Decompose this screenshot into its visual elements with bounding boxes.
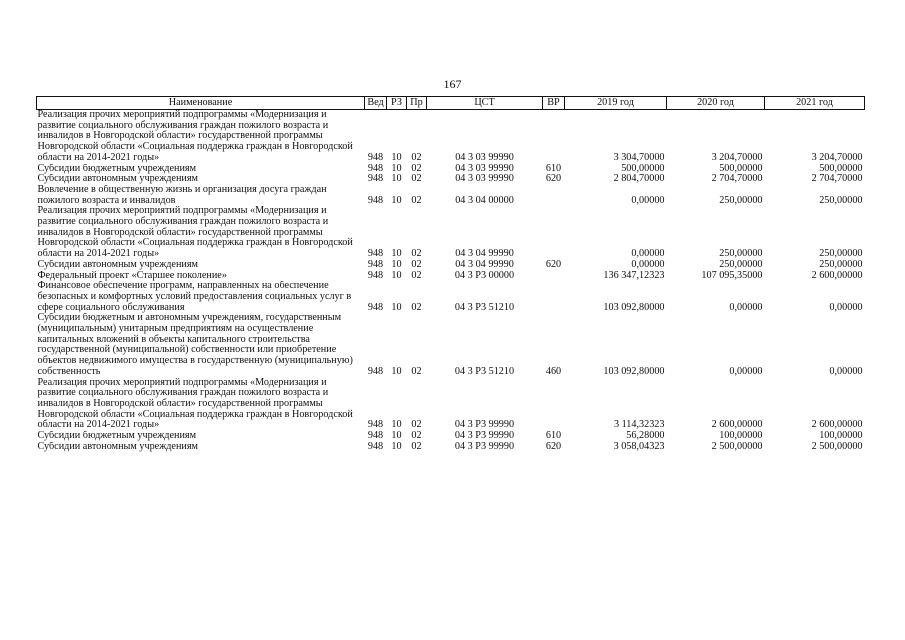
cell-pr: 02 xyxy=(411,431,422,442)
cell-cst: 04 3 P3 00000 xyxy=(454,270,515,281)
cell-pr: 02 xyxy=(411,163,422,174)
cell-2021: 0,00000 xyxy=(829,301,863,313)
cell-2020: 250,00000 xyxy=(719,248,763,260)
cell-ved: 948 xyxy=(367,441,384,452)
cell-rz: 10 xyxy=(391,194,402,206)
cell-rz: 10 xyxy=(391,163,402,174)
cell-vr xyxy=(543,185,565,206)
cell-pr: 02 xyxy=(411,301,422,313)
cell-cst: 04 3 P3 51210 xyxy=(454,365,515,377)
cell-2019: 500,00000 xyxy=(621,163,665,174)
cell-ved: 948 xyxy=(367,163,384,174)
table-row xyxy=(37,206,865,260)
cell-2019: 56,28000 xyxy=(626,431,665,442)
cell-2019: 0,00000 xyxy=(631,259,665,270)
header-name: Наименование xyxy=(37,97,365,110)
cell-ved: 948 xyxy=(367,248,384,260)
cell-name: Федеральный проект «Старшее поколение» xyxy=(37,270,227,281)
cell-2021: 500,00000 xyxy=(819,163,863,174)
cell-2021: 2 500,00000 xyxy=(811,441,863,452)
cell-pr: 02 xyxy=(411,151,422,163)
table-row xyxy=(37,164,865,175)
cell-2020: 0,00000 xyxy=(729,301,763,313)
cell-cst: 04 3 04 99990 xyxy=(455,248,514,260)
table-body xyxy=(37,110,865,453)
cell-cst: 04 3 P3 99990 xyxy=(454,441,515,452)
table-row xyxy=(37,431,865,442)
table-header xyxy=(37,97,865,110)
cell-ved: 948 xyxy=(367,365,384,377)
cell-ved: 948 xyxy=(367,194,384,206)
table-row xyxy=(37,271,865,282)
cell-cst: 04 3 P3 51210 xyxy=(454,301,515,313)
cell-rz: 10 xyxy=(391,441,402,452)
cell-cst: 04 3 03 99990 xyxy=(455,174,514,185)
cell-cst: 04 3 03 99990 xyxy=(455,151,514,163)
cell-ved: 948 xyxy=(367,174,384,185)
budget-table xyxy=(36,96,865,453)
cell-2020: 2 600,00000 xyxy=(711,419,763,431)
cell-pr: 02 xyxy=(411,259,422,270)
cell-name: Реализация прочих мероприятий подпрограммы «Модернизация и развитие социального обслуживания граждан пожилого возраста и инвалидов в Новгородской области» государственной программы Новгородской области «Социальная поддержка граждан в Новгородской области на 2014-2021 годы» xyxy=(37,206,353,260)
cell-ved: 948 xyxy=(367,301,384,313)
cell-vr xyxy=(543,110,565,164)
header-ved: Вед xyxy=(365,97,387,110)
cell-vr: 610 xyxy=(545,163,562,174)
cell-2021: 3 204,70000 xyxy=(811,151,863,163)
table-row xyxy=(37,378,865,432)
cell-2019: 2 804,70000 xyxy=(613,174,665,185)
table-row xyxy=(37,185,865,206)
cell-cst: 04 3 P3 99990 xyxy=(454,431,515,442)
cell-rz: 10 xyxy=(391,174,402,185)
table-row xyxy=(37,313,865,377)
header-2020: 2020 год xyxy=(667,97,765,110)
cell-2019: 103 092,80000 xyxy=(603,301,665,313)
table-row xyxy=(37,174,865,185)
cell-2020: 2 500,00000 xyxy=(711,441,763,452)
table-row xyxy=(37,260,865,271)
cell-rz: 10 xyxy=(391,365,402,377)
cell-name: Субсидии автономным учреждениям xyxy=(37,259,198,270)
cell-pr: 02 xyxy=(411,365,422,377)
cell-vr: 460 xyxy=(545,365,562,377)
cell-2019: 0,00000 xyxy=(631,194,665,206)
table-row xyxy=(37,442,865,453)
cell-2019: 3 304,70000 xyxy=(613,151,665,163)
cell-name: Финансовое обеспечение программ, направленных на обеспечение безопасных и комфортных условий предоставления социальных услуг в сфере социального обслуживания xyxy=(37,281,352,313)
cell-cst: 04 3 03 99990 xyxy=(455,163,514,174)
header-rz: РЗ xyxy=(387,97,407,110)
cell-cst: 04 3 P3 99990 xyxy=(454,419,515,431)
cell-2021: 100,00000 xyxy=(819,431,863,442)
cell-2020: 250,00000 xyxy=(719,259,763,270)
cell-pr: 02 xyxy=(411,248,422,260)
cell-rz: 10 xyxy=(391,151,402,163)
cell-name: Субсидии бюджетным учреждениям xyxy=(37,163,197,174)
page-number: 167 xyxy=(443,77,462,91)
cell-2020: 3 204,70000 xyxy=(711,151,763,163)
cell-2019: 3 058,04323 xyxy=(613,441,665,452)
cell-pr: 02 xyxy=(411,419,422,431)
cell-vr xyxy=(543,206,565,260)
cell-2021: 0,00000 xyxy=(829,365,863,377)
cell-cst: 04 3 04 99990 xyxy=(455,259,514,270)
table-row xyxy=(37,281,865,313)
cell-name: Субсидии автономным учреждениям xyxy=(37,174,198,185)
cell-rz: 10 xyxy=(391,270,402,281)
cell-pr: 02 xyxy=(411,270,422,281)
header-2019: 2019 год xyxy=(565,97,667,110)
cell-2019: 3 114,32323 xyxy=(613,419,665,431)
cell-cst: 04 3 04 00000 xyxy=(455,194,514,206)
cell-pr: 02 xyxy=(411,194,422,206)
cell-2021: 250,00000 xyxy=(819,259,863,270)
cell-pr: 02 xyxy=(411,174,422,185)
cell-2021: 2 600,00000 xyxy=(811,270,863,281)
cell-ved: 948 xyxy=(367,419,384,431)
cell-pr: 02 xyxy=(411,441,422,452)
cell-rz: 10 xyxy=(391,259,402,270)
cell-name: Субсидии автономным учреждениям xyxy=(37,441,198,452)
cell-ved: 948 xyxy=(367,431,384,442)
cell-2019: 0,00000 xyxy=(631,248,665,260)
cell-2019: 136 347,12323 xyxy=(603,270,665,281)
cell-rz: 10 xyxy=(391,431,402,442)
cell-2021: 250,00000 xyxy=(819,248,863,260)
cell-vr: 620 xyxy=(545,441,562,452)
cell-name: Реализация прочих мероприятий подпрограммы «Модернизация и развитие социального обслуживания граждан пожилого возраста и инвалидов в Новгородской области» государственной программы Новгородской области «Социальная поддержка граждан в Новгородской области на 2014-2021 годы» xyxy=(37,377,353,431)
cell-2020: 0,00000 xyxy=(729,365,763,377)
cell-vr: 620 xyxy=(545,259,562,270)
cell-2020: 2 704,70000 xyxy=(711,174,763,185)
header-row xyxy=(37,97,865,110)
table-row xyxy=(37,110,865,164)
cell-rz: 10 xyxy=(391,301,402,313)
header-vr: ВР xyxy=(543,97,565,110)
cell-2019: 103 092,80000 xyxy=(603,365,665,377)
cell-2020: 250,00000 xyxy=(719,194,763,206)
cell-name: Реализация прочих мероприятий подпрограммы «Модернизация и развитие социального обслуживания граждан пожилого возраста и инвалидов в Новгородской области» государственной программы Новгородской области «Социальная поддержка граждан в Новгородской области на 2014-2021 годы» xyxy=(37,109,353,163)
cell-vr: 610 xyxy=(545,431,562,442)
cell-name: Субсидии бюджетным и автономным учреждениям, государственным (муниципальным) унитарным предприятиям на осуществление капитальных вложений в объекты капитального строительства государственной (муниципальной) собственности или приобретение объектов недвижимого имущества в государственную (муниципальную) собственность xyxy=(37,313,353,377)
cell-2020: 100,00000 xyxy=(719,431,763,442)
cell-name: Субсидии бюджетным учреждениям xyxy=(37,431,197,442)
cell-ved: 948 xyxy=(367,259,384,270)
cell-ved: 948 xyxy=(367,151,384,163)
header-cst: ЦСТ xyxy=(427,97,543,110)
cell-ved: 948 xyxy=(367,270,384,281)
cell-2020: 107 095,35000 xyxy=(701,270,763,281)
cell-2021: 2 704,70000 xyxy=(811,174,863,185)
header-pr: Пр xyxy=(407,97,427,110)
cell-name: Вовлечение в общественную жизнь и организация досуга граждан пожилого возраста и инвалидов xyxy=(37,184,327,206)
cell-2021: 2 600,00000 xyxy=(811,419,863,431)
cell-2021: 250,00000 xyxy=(819,194,863,206)
cell-vr xyxy=(543,378,565,432)
cell-vr xyxy=(543,281,565,313)
cell-rz: 10 xyxy=(391,248,402,260)
cell-2020: 500,00000 xyxy=(719,163,763,174)
cell-vr xyxy=(543,271,565,282)
cell-vr: 620 xyxy=(545,174,562,185)
header-2021: 2021 год xyxy=(765,97,865,110)
cell-rz: 10 xyxy=(391,419,402,431)
